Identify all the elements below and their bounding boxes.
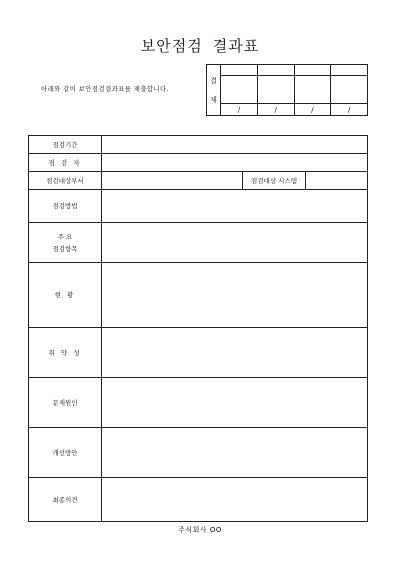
target-row-cells — [102, 172, 368, 190]
target-system-value[interactable] — [306, 172, 367, 189]
approval-title-cell[interactable] — [258, 65, 294, 76]
approval-date-cell[interactable]: / — [237, 105, 241, 114]
row-target — [29, 172, 368, 190]
approval-date-cell[interactable]: / — [311, 105, 314, 114]
row-period — [29, 136, 368, 154]
main-items-label — [29, 223, 102, 263]
row-improvement — [29, 428, 368, 478]
approval-box — [206, 64, 368, 116]
row-status — [29, 263, 368, 328]
main-items-label-line1: 주 요 — [57, 232, 73, 241]
row-inspector — [29, 154, 368, 172]
vulnerability-value[interactable] — [102, 328, 368, 378]
row-method — [29, 190, 368, 223]
approval-column — [295, 65, 332, 115]
approval-label-bottom: 재 — [210, 95, 217, 104]
main-items-value[interactable] — [102, 223, 368, 263]
approval-label-top: 결 — [210, 76, 217, 85]
target-dept-label: 점검대상부서 — [29, 172, 102, 190]
approval-sign-cell[interactable] — [295, 76, 331, 104]
target-dept-value[interactable] — [102, 172, 243, 189]
approval-sign-cell[interactable] — [221, 76, 257, 104]
inspector-label: 점 검 자 — [29, 154, 102, 172]
row-cause — [29, 378, 368, 428]
approval-label-column — [207, 65, 221, 115]
approval-sign-cell[interactable] — [258, 76, 294, 104]
period-value[interactable] — [102, 136, 368, 154]
main-items-label-line2: 점검항목 — [52, 244, 78, 253]
approval-title-cell[interactable] — [221, 65, 257, 76]
approval-date-cell[interactable]: / — [347, 105, 351, 114]
final-opinion-value[interactable] — [102, 478, 368, 522]
status-value[interactable] — [102, 263, 368, 328]
title-part-1: 보안점검 — [140, 37, 203, 55]
company-footer: 주식회사 OO — [178, 526, 222, 534]
target-system-label: 점검대상 시스템 — [243, 172, 306, 189]
cause-value[interactable] — [102, 378, 368, 428]
vulnerability-label: 취 약 성 — [29, 328, 102, 378]
cause-label: 문제원인 — [29, 378, 102, 428]
improvement-value[interactable] — [102, 428, 368, 478]
improvement-label: 개선방안 — [29, 428, 102, 478]
approval-sign-cell[interactable] — [331, 76, 367, 104]
final-opinion-label: 최종의견 — [29, 478, 102, 522]
method-value[interactable] — [102, 190, 368, 223]
page-title — [0, 35, 400, 56]
intro-text: 아래와 같이 보안점검결과표를 제출합니다. — [41, 85, 169, 93]
row-main-items — [29, 223, 368, 263]
inspection-table — [28, 135, 368, 522]
status-label: 현 황 — [29, 263, 102, 328]
approval-column — [221, 65, 258, 115]
approval-column — [331, 65, 367, 115]
approval-date-cell[interactable]: / — [274, 105, 277, 114]
method-label: 점검방법 — [29, 190, 102, 223]
row-final-opinion — [29, 478, 368, 522]
inspector-value[interactable] — [102, 154, 368, 172]
approval-title-cell[interactable] — [331, 65, 367, 76]
period-label: 점검기간 — [29, 136, 102, 154]
row-vulnerability — [29, 328, 368, 378]
approval-column — [258, 65, 295, 115]
title-part-2: 결과표 — [212, 37, 260, 55]
approval-title-cell[interactable] — [295, 65, 331, 76]
